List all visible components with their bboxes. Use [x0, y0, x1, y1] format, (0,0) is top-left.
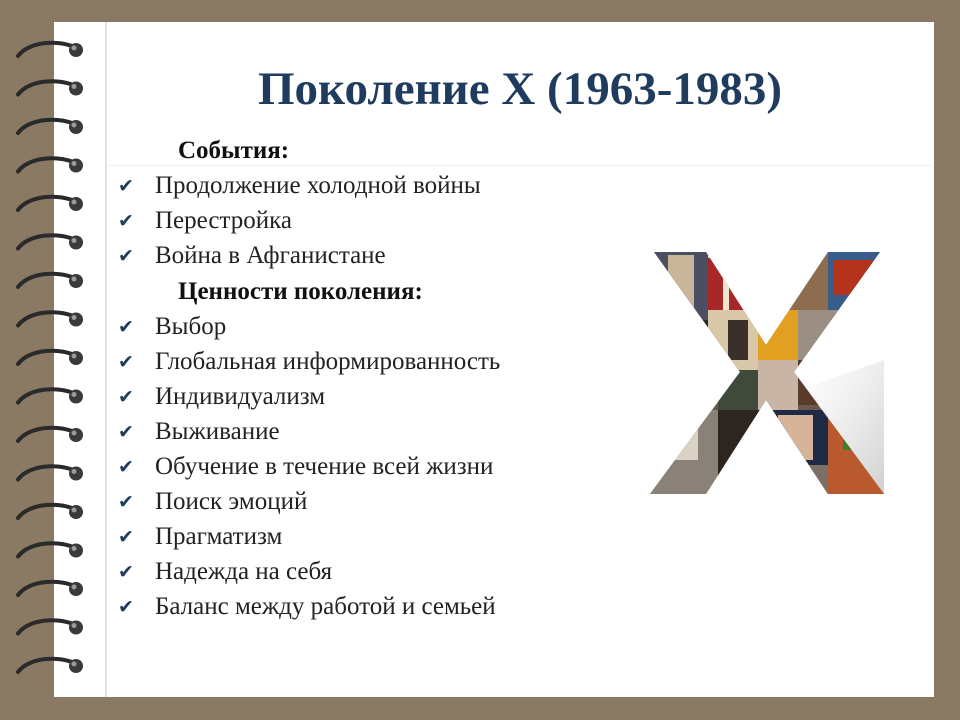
- checkmark-icon: ✔: [118, 526, 134, 548]
- spiral-ring: [18, 389, 83, 403]
- checkmark-icon: ✔: [118, 351, 134, 373]
- page-margin-line: [105, 22, 107, 697]
- checkmark-icon: ✔: [118, 456, 134, 478]
- slide-title: Поколение X (1963-1983): [257, 63, 783, 115]
- spiral-ring: [18, 43, 83, 57]
- spiral-ring: [18, 158, 83, 172]
- checkmark-icon: ✔: [118, 561, 134, 583]
- spiral-ring: [18, 543, 83, 557]
- checkmark-icon: ✔: [118, 491, 134, 513]
- spiral-ring: [18, 466, 83, 480]
- section-header-values: Ценности поколения:: [178, 278, 423, 305]
- spiral-ring: [18, 620, 83, 634]
- checkmark-icon: ✔: [118, 175, 134, 197]
- spiral-ring: [18, 659, 83, 673]
- spiral-ring: [18, 81, 83, 95]
- checkmark-icon: ✔: [118, 210, 134, 232]
- spiral-ring: [18, 351, 83, 365]
- checkmark-icon: ✔: [118, 421, 134, 443]
- section-header-events: События:: [178, 137, 290, 164]
- generation-x-collage-image: [648, 250, 888, 500]
- spiral-binding: [0, 0, 100, 720]
- checkmark-icon: ✔: [118, 596, 134, 618]
- spiral-ring: [18, 582, 83, 596]
- spiral-ring: [18, 274, 83, 288]
- checkmark-icon: ✔: [118, 316, 134, 338]
- checkmark-icon: ✔: [118, 386, 134, 408]
- spiral-ring: [18, 428, 83, 442]
- spiral-ring: [18, 197, 83, 211]
- spiral-ring: [18, 505, 83, 519]
- spiral-ring: [18, 312, 83, 326]
- ruled-line: [108, 165, 932, 166]
- spiral-ring: [18, 120, 83, 134]
- spiral-ring: [18, 235, 83, 249]
- checkmark-icon: ✔: [118, 245, 134, 267]
